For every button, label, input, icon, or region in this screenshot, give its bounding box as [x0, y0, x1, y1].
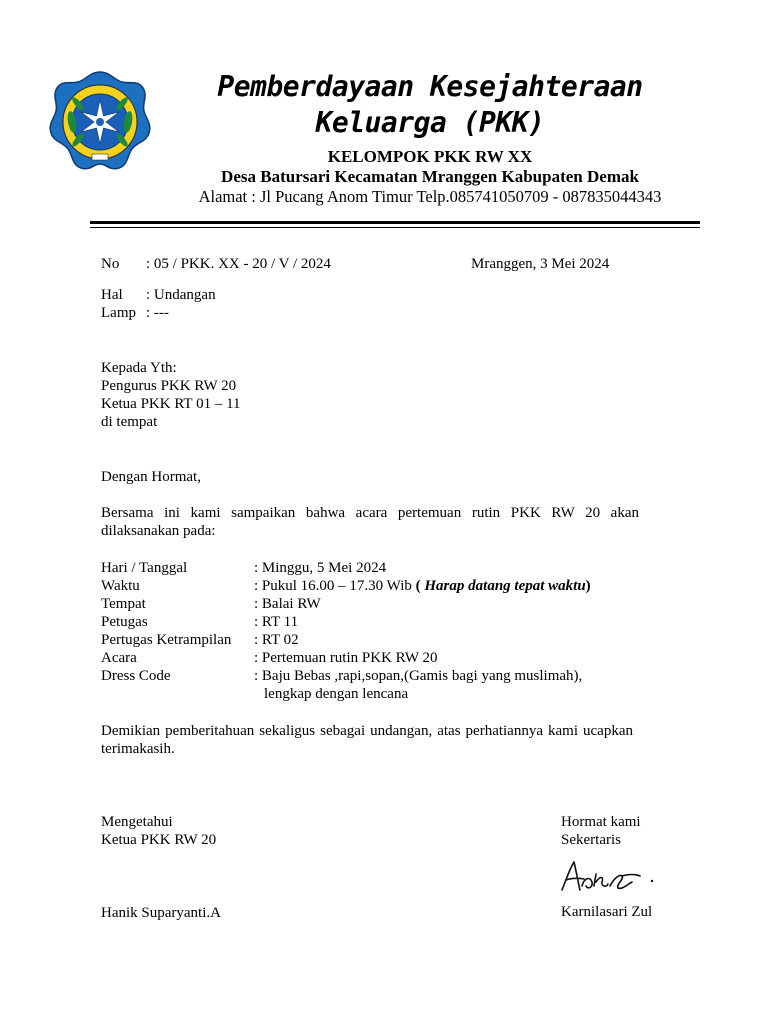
hal-label: Hal: [101, 287, 123, 303]
recipient-line4: di tempat: [101, 414, 158, 430]
org-title-line2: Keluarga (PKK): [315, 106, 545, 139]
recipient-line3: Ketua PKK RT 01 – 11: [101, 396, 241, 412]
closing-paragraph: Demikian pemberitahuan sekaligus sebagai undangan, atas perhatiannya kami ucapkan terimakasih.: [101, 723, 633, 757]
header-rule-thick: [90, 221, 700, 224]
detail-value: : Balai RW: [254, 596, 321, 612]
group-heading: KELOMPOK PKK RW XX: [327, 147, 533, 166]
left-sign-line1: Mengetahui: [101, 814, 173, 830]
time-value: : Pukul 16.00 – 17.30 Wib: [254, 578, 412, 594]
detail-label: Pertugas Ketrampilan: [101, 632, 232, 648]
pkk-logo-emblem: [48, 70, 152, 174]
detail-value: : Pertemuan rutin PKK RW 20: [254, 650, 438, 666]
right-sign-line1: Hormat kami: [561, 814, 641, 830]
detail-value: : RT 02: [254, 632, 299, 648]
lamp-label: Lamp: [101, 305, 136, 321]
detail-value: : RT 11: [254, 614, 299, 630]
hal-value: : Undangan: [146, 287, 216, 303]
no-label: No: [101, 256, 120, 272]
place-date: Mranggen, 3 Mei 2024: [471, 256, 610, 272]
intro-paragraph: Bersama ini kami sampaikan bahwa acara pertemuan rutin PKK RW 20 akan dilaksanakan pada:: [101, 505, 639, 539]
detail-label: Acara: [101, 650, 137, 666]
time-note: Harap datang tepat waktu: [424, 578, 586, 594]
right-sign-name: Karnilasari Zul: [561, 904, 653, 920]
note-close: ): [585, 578, 591, 594]
detail-label: Tempat: [101, 596, 146, 612]
greeting: Dengan Hormat,: [101, 469, 201, 485]
no-value: : 05 / PKK. XX - 20 / V / 2024: [146, 256, 331, 272]
detail-label: Dress Code: [101, 668, 171, 684]
left-sign-name: Hanik Suparyanti.A: [101, 905, 221, 921]
detail-label: Hari / Tanggal: [101, 560, 188, 576]
org-title-line1: Pemberdayaan Kesejahteraan: [217, 70, 643, 103]
detail-value: : Baju Bebas ,rapi,sopan,(Gamis bagi yang muslimah),: [254, 668, 583, 684]
handwritten-signature: [556, 856, 660, 898]
detail-value-cont: lengkap dengan lencana: [264, 686, 409, 702]
detail-value-time: [254, 577, 591, 595]
left-sign-line2: Ketua PKK RW 20: [101, 832, 217, 848]
address-line: Alamat : Jl Pucang Anom Timur Telp.085741050709 - 087835044343: [198, 187, 662, 206]
village-heading: Desa Batursari Kecamatan Mranggen Kabupaten Demak: [221, 167, 639, 186]
lamp-value: : ---: [146, 305, 169, 321]
recipient-line1: Kepada Yth:: [101, 360, 177, 376]
recipient-line2: Pengurus PKK RW 20: [101, 378, 237, 394]
header-rule-thin: [90, 227, 700, 228]
note-open: (: [415, 578, 425, 594]
right-sign-line2: Sekertaris: [561, 832, 621, 848]
detail-value: : Minggu, 5 Mei 2024: [254, 560, 387, 576]
detail-label: Waktu: [101, 578, 140, 594]
detail-label: Petugas: [101, 614, 148, 630]
